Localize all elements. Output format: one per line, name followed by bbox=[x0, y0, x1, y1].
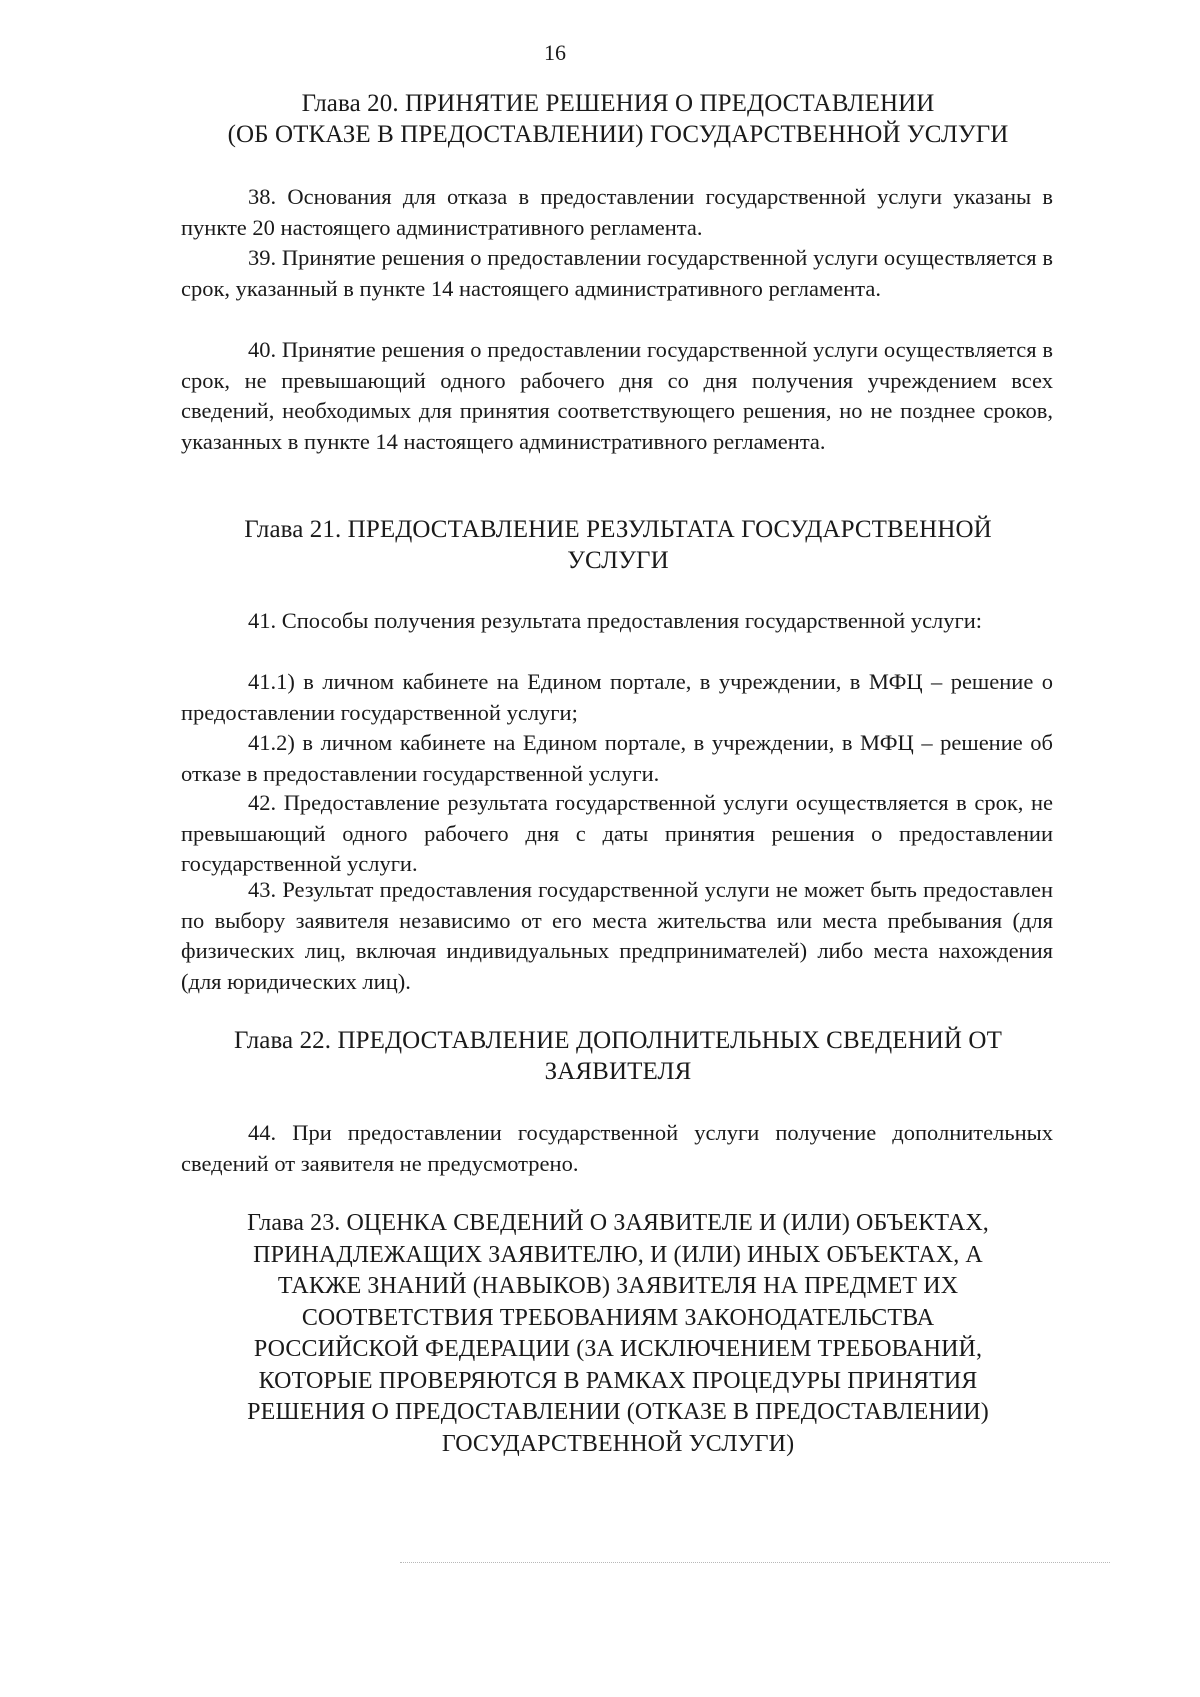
paragraph-40: 40. Принятие решения о предоставлении государственной услуги осуществляется в срок, не превышающий одного рабочего дня со дня получения учреждением всех сведений, необходимых для принятия соответствующего решения, но не позднее сроков, указанных в пункте 14 настоящего административного регламента. bbox=[181, 337, 1053, 454]
chapter-21-heading bbox=[180, 514, 1056, 576]
heading-line: СООТВЕТСТВИЯ ТРЕБОВАНИЯМ ЗАКОНОДАТЕЛЬСТВА bbox=[301, 1304, 935, 1331]
heading-line: РЕШЕНИЯ О ПРЕДОСТАВЛЕНИИ (ОТКАЗЕ В ПРЕДОСТАВЛЕНИИ) bbox=[247, 1399, 989, 1425]
heading-line: (ОБ ОТКАЗЕ В ПРЕДОСТАВЛЕНИИ) ГОСУДАРСТВЕННОЙ УСЛУГИ bbox=[227, 121, 1009, 148]
heading-line: ТАКЖЕ ЗНАНИЙ (НАВЫКОВ) ЗАЯВИТЕЛЯ НА ПРЕДМЕТ ИХ bbox=[277, 1273, 959, 1299]
paragraph-43: 43. Результат предоставления государственной услуги не может быть предоставлен по выбору заявителя независимо от его места жительства или места пребывания (для физических лиц, включая индивидуальных предпринимателей) либо места нахождения (для юридических лиц). bbox=[181, 877, 1053, 994]
heading-line: ПРИНАДЛЕЖАЩИХ ЗАЯВИТЕЛЮ, И (ИЛИ) ИНЫХ ОБЪЕКТАХ, А bbox=[253, 1241, 983, 1268]
paragraph-44: 44. При предоставлении государственной услуги получение дополнительных сведений от заявителя не предусмотрено. bbox=[181, 1120, 1053, 1176]
heading-line: ГОСУДАРСТВЕННОЙ УСЛУГИ) bbox=[441, 1430, 795, 1457]
paragraph-41-2: 41.2) в личном кабинете на Едином портале, в учреждении, в МФЦ – решение об отказе в предоставлении государственной услуги. bbox=[181, 730, 1053, 786]
heading-line: КОТОРЫЕ ПРОВЕРЯЮТСЯ В РАМКАХ ПРОЦЕДУРЫ ПРИНЯТИЯ bbox=[258, 1367, 978, 1394]
chapter-23-heading bbox=[180, 1208, 1056, 1460]
heading-line: ЗАЯВИТЕЛЯ bbox=[544, 1058, 692, 1085]
paragraph-38: 38. Основания для отказа в предоставлении государственной услуги указаны в пункте 20 настоящего административного регламента. bbox=[181, 184, 1053, 240]
heading-line: УСЛУГИ bbox=[567, 547, 669, 574]
paragraph-41: 41. Способы получения результата предоставления государственной услуги: bbox=[248, 608, 983, 633]
chapter-22-heading bbox=[180, 1025, 1056, 1087]
paragraph-42: 42. Предоставление результата государственной услуги осуществляется в срок, не превышающий одного рабочего дня с даты принятия решения о предоставлении государственной услуги. bbox=[181, 790, 1053, 876]
heading-line: Глава 20. ПРИНЯТИЕ РЕШЕНИЯ О ПРЕДОСТАВЛЕНИИ bbox=[301, 90, 935, 117]
paragraph-41-1: 41.1) в личном кабинете на Едином портале, в учреждении, в МФЦ – решение о предоставлении государственной услуги; bbox=[181, 669, 1053, 725]
chapter-20-heading bbox=[180, 88, 1056, 150]
page-number: 16 bbox=[544, 40, 566, 65]
heading-line: Глава 23. ОЦЕНКА СВЕДЕНИЙ О ЗАЯВИТЕЛЕ И (ИЛИ) ОБЪЕКТАХ, bbox=[247, 1210, 989, 1236]
heading-line: Глава 22. ПРЕДОСТАВЛЕНИЕ ДОПОЛНИТЕЛЬНЫХ СВЕДЕНИЙ ОТ bbox=[234, 1027, 1002, 1054]
scan-edge-divider bbox=[400, 1562, 1110, 1563]
heading-line: РОССИЙСКОЙ ФЕДЕРАЦИИ (ЗА ИСКЛЮЧЕНИЕМ ТРЕБОВАНИЙ, bbox=[253, 1336, 983, 1362]
heading-line: Глава 21. ПРЕДОСТАВЛЕНИЕ РЕЗУЛЬТАТА ГОСУДАРСТВЕННОЙ bbox=[244, 516, 992, 543]
paragraph-39: 39. Принятие решения о предоставлении государственной услуги осуществляется в срок, указанный в пункте 14 настоящего административного регламента. bbox=[181, 245, 1053, 301]
